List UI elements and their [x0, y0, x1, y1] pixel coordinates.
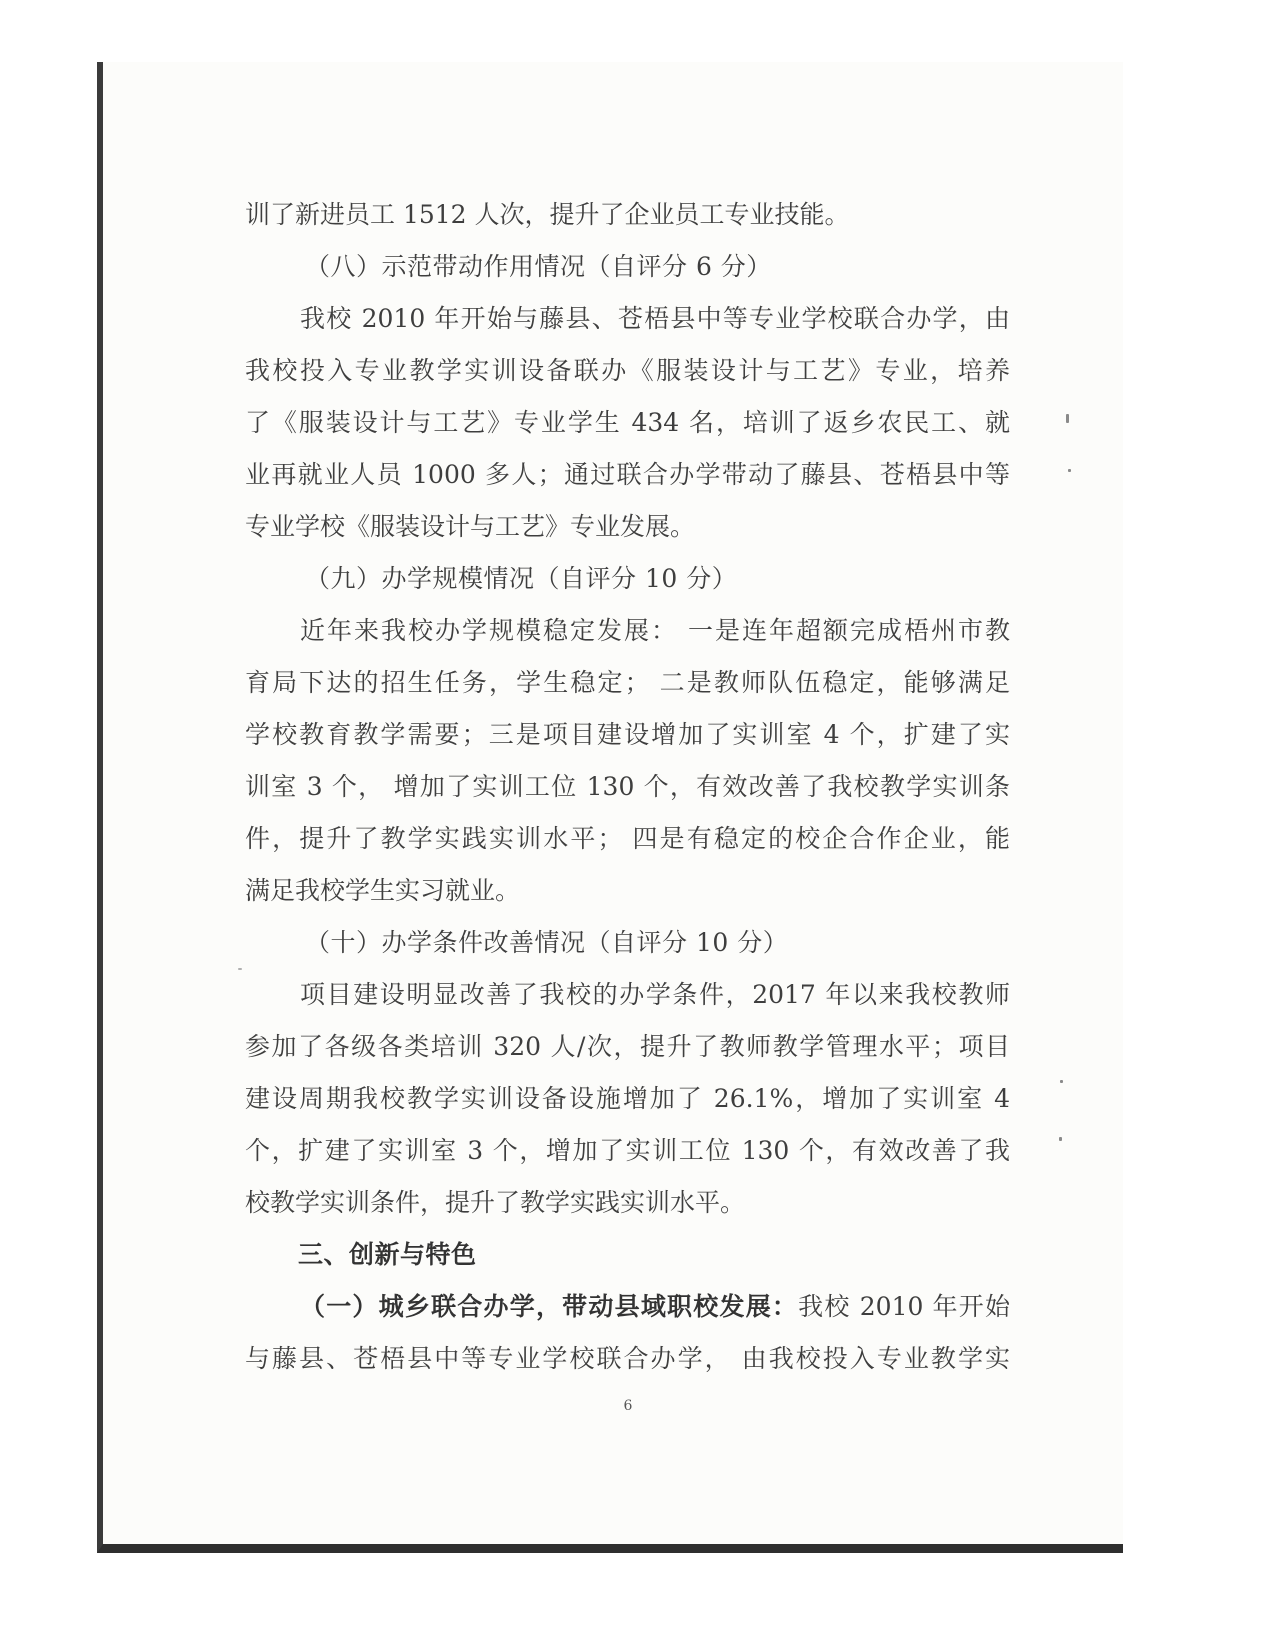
paragraph-line: 满足我校学生实习就业。 — [245, 876, 521, 905]
paragraph-line: 参加了各级各类培训 320 人/次，提升了教师教学管理水平；项目 — [245, 1032, 1010, 1061]
paragraph-line: 项目建设明显改善了我校的办学条件，2017 年以来我校教师 — [300, 980, 1010, 1009]
paragraph-line: 业再就业人员 1000 多人；通过联合办学带动了藤县、苍梧县中等 — [245, 460, 1010, 489]
paragraph-line: 近年来我校办学规模稳定发展： 一是连年超额完成梧州市教 — [300, 616, 1010, 645]
paragraph-line: 育局下达的招生任务，学生稳定； 二是教师队伍稳定，能够满足 — [245, 668, 1010, 697]
part-heading: 三、创新与特色 — [298, 1240, 477, 1269]
item-text: 我校 2010 年开始 — [798, 1292, 1010, 1321]
scan-speck — [1066, 414, 1069, 423]
paragraph-line: 学校教育教学需要；三是项目建设增加了实训室 4 个，扩建了实 — [245, 720, 1010, 749]
section-heading: （九）办学规模情况（自评分 10 分） — [305, 564, 738, 593]
document-body — [245, 189, 1010, 1385]
paragraph-line — [245, 1281, 1010, 1333]
paragraph-line: 训室 3 个， 增加了实训工位 130 个，有效改善了我校教学实训条 — [245, 772, 1010, 801]
paragraph-line: 建设周期我校教学实训设备设施增加了 26.1%，增加了实训室 4 — [245, 1084, 1010, 1113]
paragraph-line: 我校投入专业教学实训设备联办《服装设计与工艺》专业，培养 — [245, 356, 1010, 385]
scan-speck — [1060, 1080, 1063, 1083]
section-heading: （八）示范带动作用情况（自评分 6 分） — [305, 252, 772, 281]
paragraph-line: 了《服装设计与工艺》专业学生 434 名，培训了返乡农民工、就 — [245, 408, 1010, 437]
paragraph-line: 个，扩建了实训室 3 个，增加了实训工位 130 个，有效改善了我 — [245, 1136, 1010, 1165]
section-heading: （十）办学条件改善情况（自评分 10 分） — [305, 928, 789, 957]
paragraph-line: 与藤县、苍梧县中等专业学校联合办学， 由我校投入专业教学实 — [245, 1344, 1010, 1373]
paragraph-line: 专业学校《服装设计与工艺》专业发展。 — [245, 512, 696, 541]
paragraph-line: 校教学实训条件，提升了教学实践实训水平。 — [245, 1188, 746, 1217]
item-lead: （一）城乡联合办学，带动县域职校发展： — [300, 1292, 799, 1321]
paragraph-line: 训了新进员工 1512 人次，提升了企业员工专业技能。 — [245, 200, 850, 229]
scan-speck — [238, 968, 242, 970]
paragraph-line: 件，提升了教学实践实训水平； 四是有稳定的校企合作企业，能 — [245, 824, 1010, 853]
scan-speck — [1059, 1137, 1062, 1141]
paragraph-line: 我校 2010 年开始与藤县、苍梧县中等专业学校联合办学，由 — [300, 304, 1010, 333]
scan-speck — [1068, 469, 1071, 472]
page-number: 6 — [623, 1398, 633, 1414]
